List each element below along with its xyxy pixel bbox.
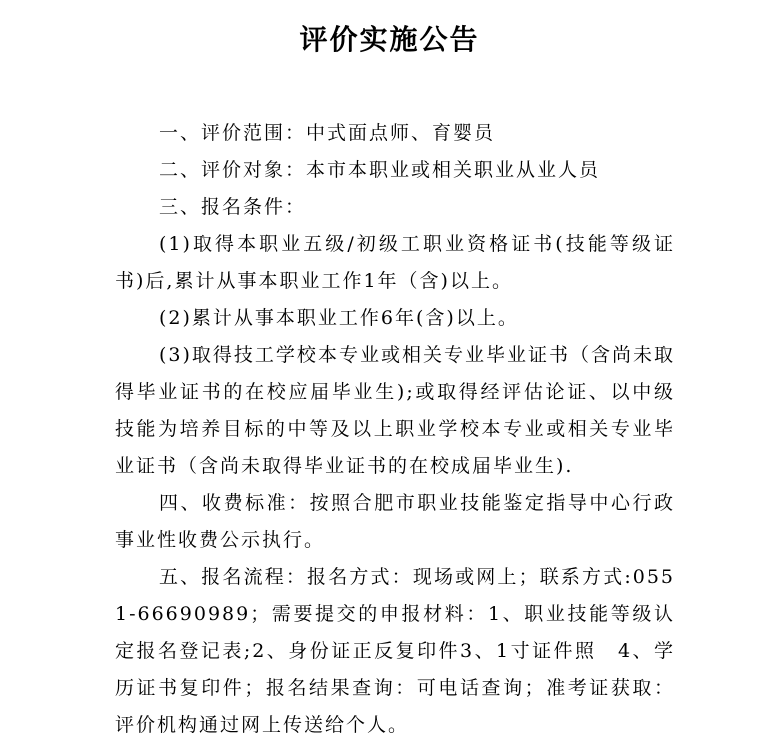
- paragraph-scope: 一、评价范围：中式面点师、育婴员: [159, 122, 496, 144]
- paragraph-target: 二、评价对象：本市本职业或相关职业从业人员: [159, 159, 601, 181]
- paragraph-process: 五、报名流程：报名方式：现场或网上；联系方式:0551-66690989；需要提交的申报材料：1、职业技能等级认定报名登记表;2、身份证正反复印件3、1寸证件照 4、学历证书复印件；报名结果查询：可电话查询；准考证获取：评价机构通过网上传送给个人。: [115, 566, 675, 736]
- document-title: 评价实施公告: [299, 23, 480, 56]
- document-body: [115, 115, 675, 744]
- paragraph-condition-3: (3)取得技工学校本专业或相关专业毕业证书（含尚未取得毕业证书的在校应届毕业生);或取得经评估论证、以中级技能为培养目标的中等及以上职业学校本专业或相关专业毕业证书（含尚未取得毕业证书的在校成届毕业生).: [115, 344, 675, 477]
- paragraph-conditions-heading: 三、报名条件：: [159, 196, 307, 218]
- paragraph-condition-1: (1)取得本职业五级/初级工职业资格证书(技能等级证书)后,累计从事本职业工作1年（含)以上。: [115, 233, 675, 292]
- paragraph-condition-2: (2)累计从事本职业工作6年(含)以上。: [159, 307, 519, 329]
- paragraph-fees: 四、收费标准：按照合肥市职业技能鉴定指导中心行政事业性收费公示执行。: [115, 492, 675, 551]
